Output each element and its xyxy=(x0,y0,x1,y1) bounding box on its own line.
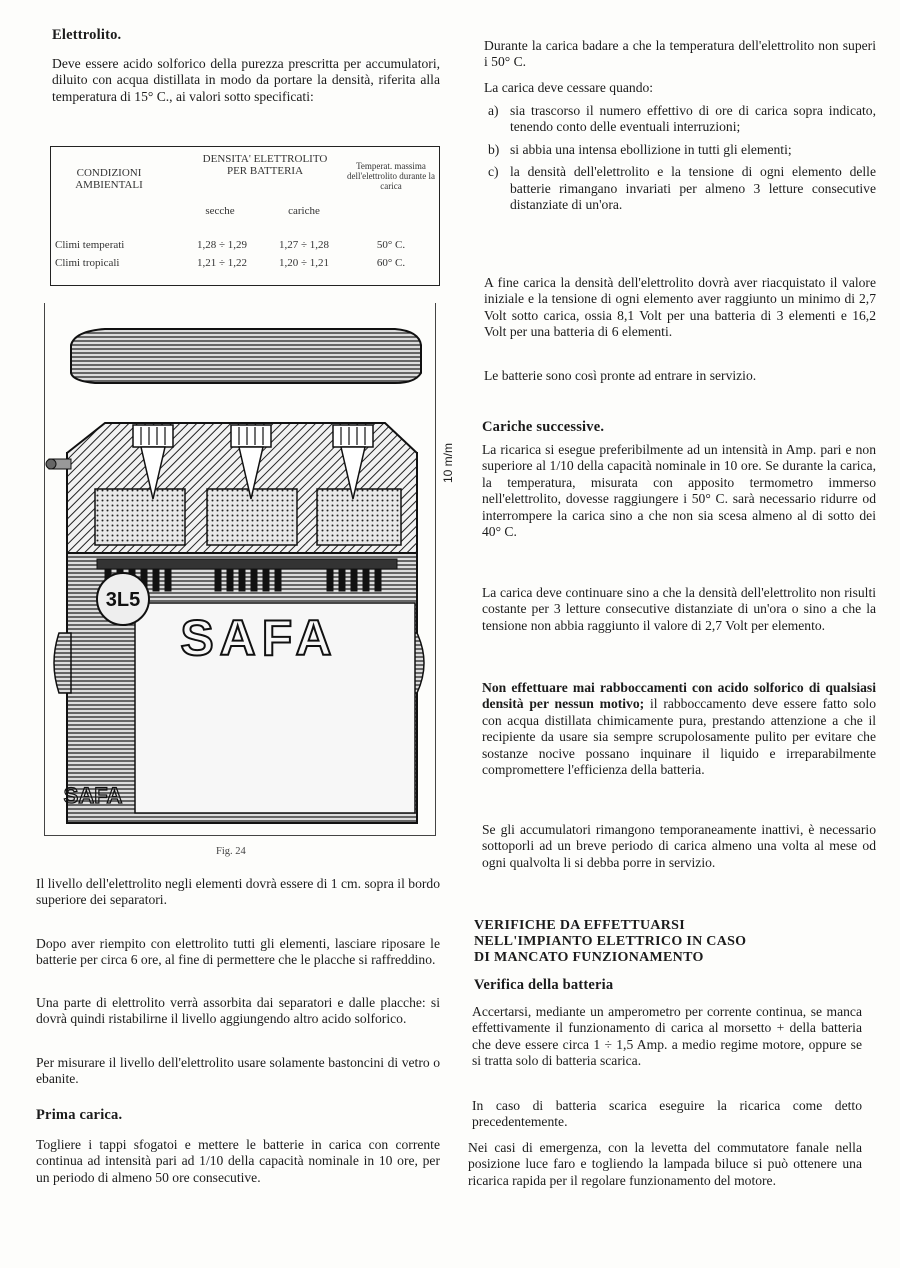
table-cell-cond-1: Climi temperati xyxy=(55,239,125,251)
list-item-mark: c) xyxy=(488,164,499,180)
paragraph-misurare: Per misurare il livello dell'elettrolito usare solamente bastoncini di vetro o ebanite. xyxy=(36,1055,440,1087)
heading-verifiche-line-1: VERIFICHE DA EFFETTUARSI xyxy=(474,918,686,933)
table-header-secche: secche xyxy=(205,205,235,217)
dimension-label: 10 m/m xyxy=(441,442,455,483)
paragraph-emergenza: Nei casi di emergenza, con la levetta del commutatore fanale nella posizione luce faro e togliendo la lampada biluce si può ottenere una ricarica rapida per il regolare funzionamento del motore. xyxy=(468,1140,862,1188)
paragraph-ricarica: La ricarica si esegue preferibilmente ad un intensità in Amp. pari e non superiore al 1/10 della capacità nominale in 10 ore. Se durante la carica, la temperatura, misurata con apposito termometro immerso nell'elettrolito, dovesse raggiungere i 50° C. sarà necessario ridurre od interrompere la carica sino a che non sia scesa almeno al di sotto dei 40° C. xyxy=(482,442,876,540)
heading-elettrolito: Elettrolito. xyxy=(52,27,122,43)
list-item-text: la densità dell'elettrolito e la tensione di ogni elemento delle batterie rimangano invariati per almeno 3 letture consecutive distanziate di un'ora. xyxy=(510,164,876,213)
table-cell-secche-1: 1,28 ÷ 1,29 xyxy=(196,239,248,251)
table-header-cariche: cariche xyxy=(288,205,320,217)
heading-verifica-batteria: Verifica della batteria xyxy=(474,977,614,993)
paragraph-fine-carica: A fine carica la densità dell'elettrolito dovrà aver riacquistato il valore iniziale e la tensione di ogni elemento aver raggiunto un minimo di 2,7 Volt sotto carica, ossia 8,1 Volt per una batteria di 3 elementi e 16,2 Volt per una batteria di 6 elementi. xyxy=(484,275,876,340)
heading-cariche-successive: Cariche successive. xyxy=(482,419,605,435)
list-item-mark: b) xyxy=(488,141,500,157)
list-item xyxy=(484,164,876,213)
table-cell-temp-1: 50° C. xyxy=(376,239,406,251)
paragraph-inattivi: Se gli accumulatori rimangono temporaneamente inattivi, è necessario sottoporli ad un breve periodo di carica almeno una volta al mese od ogni qualvolta li si debba porre in servizio. xyxy=(482,822,876,870)
table-header-densita: DENSITA' ELETTROLITO PER BATTERIA xyxy=(202,153,328,177)
figure-caption: Fig. 24 xyxy=(216,846,246,857)
list-item xyxy=(484,103,876,136)
paragraph-riempito: Dopo aver riempito con elettrolito tutti gli elementi, lasciare riposare le batterie per circa 6 ore, al fine di permettere che le placche si raffreddino. xyxy=(36,936,440,968)
paragraph-livello: Il livello dell'elettrolito negli elementi dovrà essere di 1 cm. sopra il bordo superiore dei separatori. xyxy=(36,876,440,908)
paragraph-scarica: In caso di batteria scarica eseguire la ricarica come detto precedentemente. xyxy=(472,1098,862,1130)
table-header-temperatura: Temperat. massima dell'elettrolito durante la carica xyxy=(346,161,436,191)
heading-verifiche xyxy=(474,918,746,966)
paragraph-durante: Durante la carica badare a che la temperatura dell'elettrolito non superi i 50° C. xyxy=(484,38,876,70)
table-cell-secche-2: 1,21 ÷ 1,22 xyxy=(196,257,248,269)
list-item xyxy=(484,142,876,158)
badge-label: 3L5 xyxy=(105,589,141,611)
warning-bold: Non effettuare mai rabboccamenti con acido solforico di qualsiasi densità per nessun motivo; xyxy=(482,680,876,712)
table-cell-cariche-1: 1,27 ÷ 1,28 xyxy=(278,239,330,251)
paragraph-assorbita: Una parte di elettrolito verrà assorbita dai separatori e dalle placche: si dovrà quindi ristabilirne il livello aggiungendo altro acido solforico. xyxy=(36,995,440,1027)
battery-illustration xyxy=(45,303,435,835)
table-cell-temp-2: 60° C. xyxy=(376,257,406,269)
brand-corner: SAFA xyxy=(63,783,123,808)
table-cell-cariche-2: 1,20 ÷ 1,21 xyxy=(278,257,330,269)
heading-verifiche-line-2: NELL'IMPIANTO ELETTRICO IN CASO xyxy=(474,934,747,949)
paragraph-continuare: La carica deve continuare sino a che la densità dell'elettrolito non risulti costante per 3 letture consecutive distanziate di un'ora o sino a che la tensione non abbia raggiunto il valore di 2,7 Volt per elemento. xyxy=(482,585,876,633)
table-cell-cond-2: Climi tropicali xyxy=(55,257,120,269)
conditions-list xyxy=(484,103,876,219)
paragraph-pronte: Le batterie sono così pronte ad entrare in servizio. xyxy=(484,368,757,383)
battery-figure xyxy=(44,303,455,836)
paragraph-accertarsi: Accertarsi, mediante un amperometro per corrente continua, se manca effettivamente il funzionamento di carica al morsetto + della batteria che deve essere circa 1 ÷ 1,5 Amp. a medio regime motore, oppure se si tratta solo di batteria scarica. xyxy=(472,1004,862,1069)
paragraph-elettrolito: Deve essere acido solforico della purezza prescritta per accumulatori, diluito con acqua distillata in modo da portare la densità, riferita alla temperatura di 15° C., ai valori sotto specificati: xyxy=(52,56,440,104)
paragraph-rabboccamenti xyxy=(482,680,876,778)
warning-rest: il rabboccamento deve essere fatto solo con acqua distillata chimicamente pura, prestando attenzione a che il recipiente da usare sia sempre scrupolosamente pulito per evitare che sostanze nocive possano inquinare il liquido e irreparabilmente compromettere l'efficienza della batteria. xyxy=(482,696,876,778)
list-item-text: si abbia una intensa ebollizione in tutti gli elementi; xyxy=(510,141,792,157)
table-header-condizioni: CONDIZIONI AMBIENTALI xyxy=(75,167,143,191)
heading-verifiche-line-3: DI MANCATO FUNZIONAMENTO xyxy=(474,950,704,965)
paragraph-cessare: La carica deve cessare quando: xyxy=(484,80,654,95)
density-table xyxy=(50,146,440,286)
list-item-mark: a) xyxy=(488,103,499,118)
brand-front: SAFA xyxy=(180,610,338,666)
heading-prima-carica: Prima carica. xyxy=(36,1107,123,1123)
paragraph-prima-carica: Togliere i tappi sfogatoi e mettere le batterie in carica con corrente continua ad intensità pari ad 1/10 della capacità nominale in 10 ore, per un periodo di almeno 50 ore consecutive. xyxy=(36,1137,440,1185)
list-item-text: sia trascorso il numero effettivo di ore di carica sopra indicato, tenendo conto delle eventuali interruzioni; xyxy=(510,103,876,135)
